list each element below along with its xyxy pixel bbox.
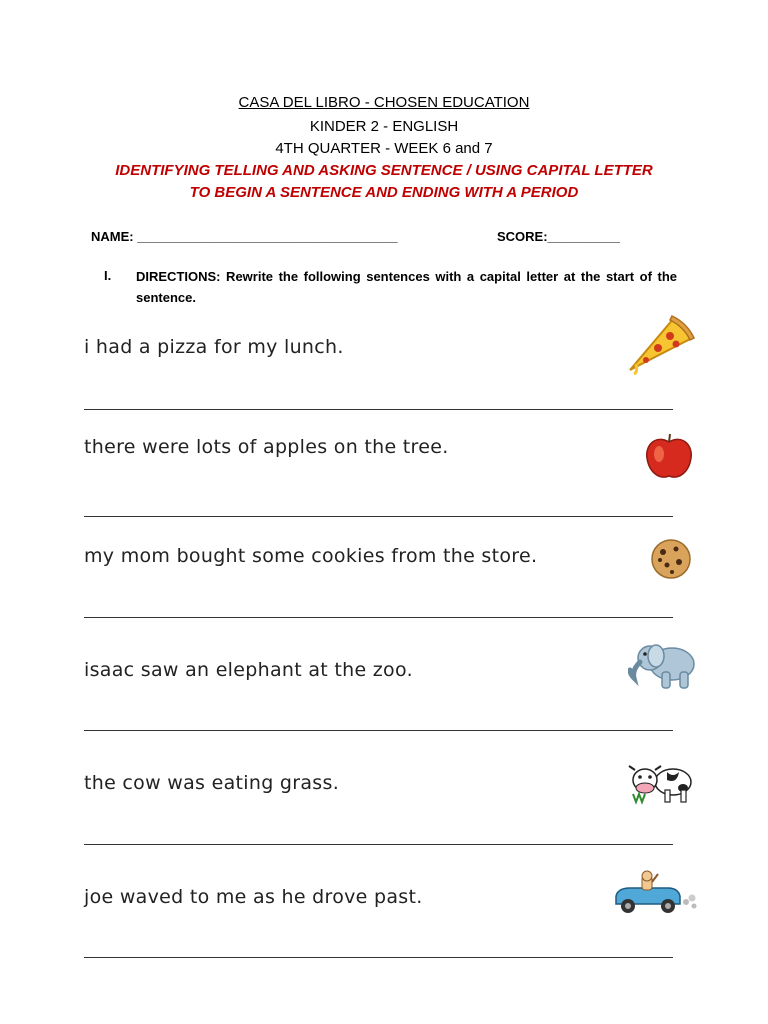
pizza-icon xyxy=(624,314,696,376)
name-field[interactable]: NAME: ____________________________________ xyxy=(91,229,398,244)
quarter-title: 4TH QUARTER - WEEK 6 and 7 xyxy=(275,140,493,157)
topic-line-1: IDENTIFYING TELLING AND ASKING SENTENCE / USING CAPITAL LETTER xyxy=(115,162,653,179)
sentence-text: there were lots of apples on the tree. xyxy=(84,436,449,458)
answer-line[interactable] xyxy=(84,617,673,618)
cookie-icon xyxy=(649,538,693,580)
school-title: CASA DEL LIBRO - CHOSEN EDUCATION xyxy=(238,94,530,111)
answer-line[interactable] xyxy=(84,844,673,845)
car-icon xyxy=(612,870,698,916)
score-field[interactable]: SCORE:__________ xyxy=(497,229,620,244)
sentence-text: i had a pizza for my lunch. xyxy=(84,336,344,358)
sentence-text: the cow was eating grass. xyxy=(84,772,340,794)
sentence-text: my mom bought some cookies from the store. xyxy=(84,545,538,567)
topic-line-2: TO BEGIN A SENTENCE AND ENDING WITH A PERIOD xyxy=(189,184,579,201)
directions-text: DIRECTIONS: Rewrite the following sentences with a capital letter at the start of the sentence. xyxy=(136,269,677,305)
answer-line[interactable] xyxy=(84,730,673,731)
sentence-text: joe waved to me as he drove past. xyxy=(84,886,423,908)
answer-line[interactable] xyxy=(84,409,673,410)
answer-line[interactable] xyxy=(84,516,673,517)
answer-line[interactable] xyxy=(84,957,673,958)
elephant-icon xyxy=(628,640,698,692)
directions-number: I. xyxy=(104,268,112,283)
subject-title: KINDER 2 - ENGLISH xyxy=(309,118,459,135)
cow-icon xyxy=(627,760,693,806)
sentence-text: isaac saw an elephant at the zoo. xyxy=(84,659,413,681)
apple-icon xyxy=(643,432,695,480)
